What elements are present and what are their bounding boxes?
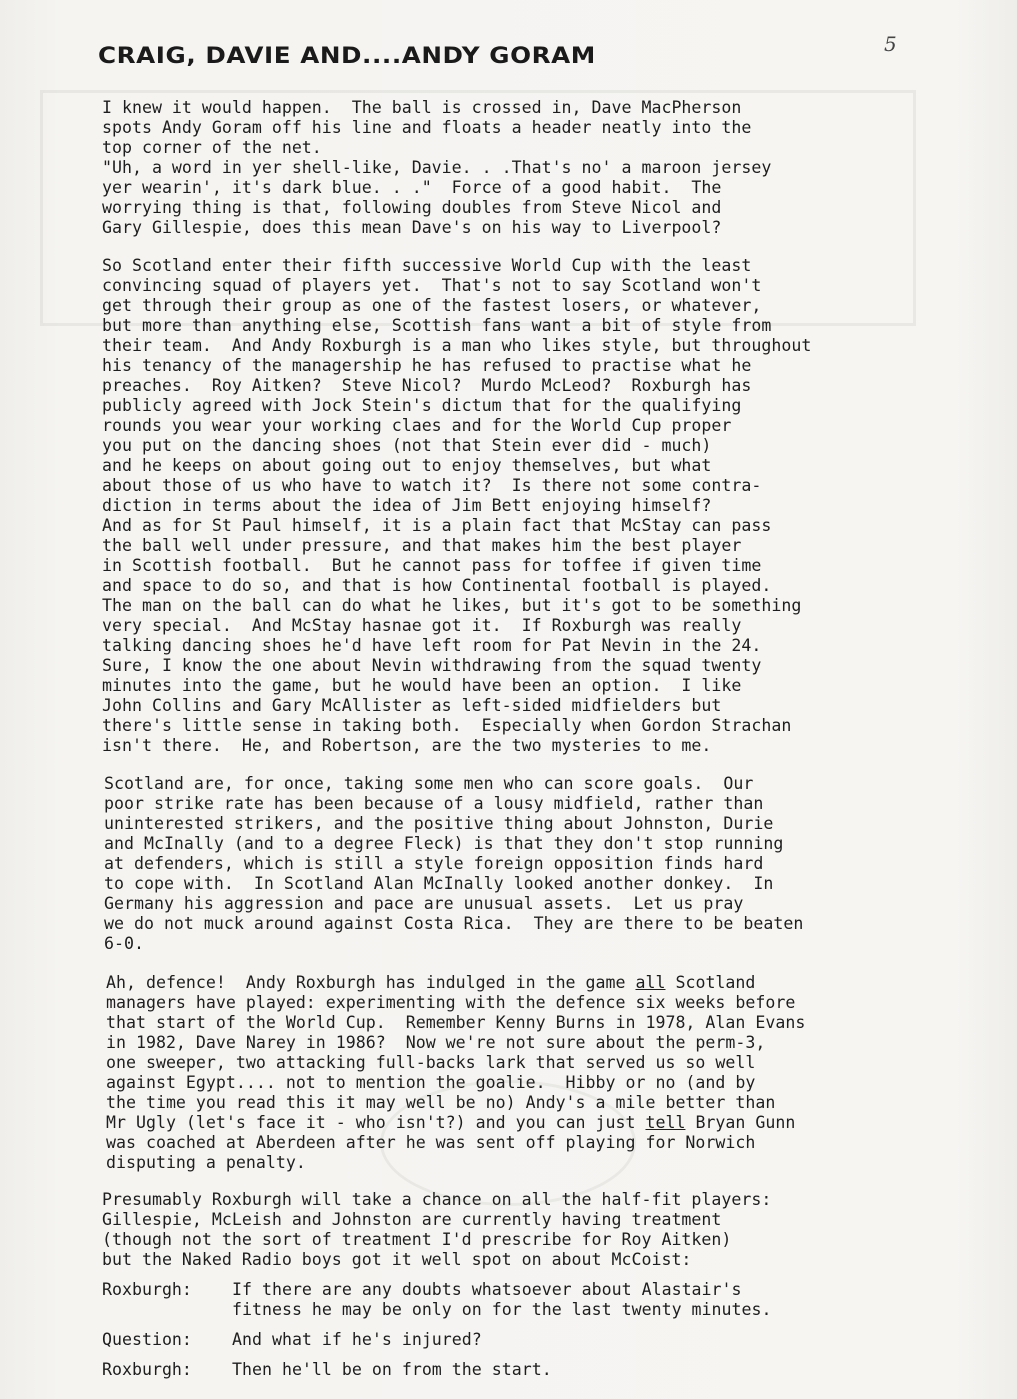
text-line: we do not muck around against Costa Rica. They are there to be beaten xyxy=(104,914,804,933)
text-line: minutes into the game, but he would have been an option. I like xyxy=(102,676,742,695)
text-line: preaches. Roy Aitken? Steve Nicol? Murdo McLeod? Roxburgh has xyxy=(102,376,752,395)
text-line: get through their group as one of the fastest losers, or whatever, xyxy=(102,296,762,315)
text-line: So Scotland enter their fifth successive World Cup with the least xyxy=(102,256,752,275)
text-line: convincing squad of players yet. That's not to say Scotland won't xyxy=(102,276,762,295)
dialogue-row xyxy=(102,1280,902,1300)
text-line: but the Naked Radio boys got it well spot on about McCoist: xyxy=(102,1250,692,1269)
dialogue xyxy=(102,1280,902,1390)
text-line: in Scottish football. But he cannot pass for toffee if given time xyxy=(102,556,762,575)
text-line: in 1982, Dave Narey in 1986? Now we're not sure about the perm-3, xyxy=(106,1033,766,1052)
paragraph-2 xyxy=(102,256,811,756)
text-line: Sure, I know the one about Nevin withdrawing from the squad twenty xyxy=(102,656,762,675)
text-line: publicly agreed with Jock Stein's dictum that for the qualifying xyxy=(102,396,742,415)
dialogue-line: Then he'll be on from the start. xyxy=(232,1360,552,1379)
paragraph-3 xyxy=(104,774,803,954)
text-line: The man on the ball can do what he likes, but it's got to be something xyxy=(102,596,802,615)
text-line: very special. And McStay hasnae got it. If Roxburgh was really xyxy=(102,616,742,635)
text-line: (though not the sort of treatment I'd prescribe for Roy Aitken) xyxy=(102,1230,732,1249)
text-line: but more than anything else, Scottish fans want a bit of style from xyxy=(102,316,772,335)
text-line: and space to do so, and that is how Continental football is played. xyxy=(102,576,772,595)
text-line: the ball well under pressure, and that makes him the best player xyxy=(102,536,742,555)
text-line: Presumably Roxburgh will take a chance on all the half-fit players: xyxy=(102,1190,772,1209)
text-line: about those of us who have to watch it? Is there not some contra- xyxy=(102,476,762,495)
text-line: top corner of the net. xyxy=(102,138,322,157)
text-line: Mr Ugly (let's face it - who isn't?) and you can just tell Bryan Gunn xyxy=(106,1113,796,1132)
text-line: spots Andy Goram off his line and floats a header neatly into the xyxy=(102,118,752,137)
text-line: that start of the World Cup. Remember Kenny Burns in 1978, Alan Evans xyxy=(106,1013,806,1032)
text-line: their team. And Andy Roxburgh is a man who likes style, but throughout xyxy=(102,336,812,355)
dialogue-line: And what if he's injured? xyxy=(232,1330,482,1349)
paragraph-5 xyxy=(102,1190,771,1270)
text-line: Ah, defence! Andy Roxburgh has indulged in the game all Scotland xyxy=(106,973,756,992)
text-line: talking dancing shoes he'd have left room for Pat Nevin in the 24. xyxy=(102,636,762,655)
text-line: Gary Gillespie, does this mean Dave's on his way to Liverpool? xyxy=(102,218,722,237)
text-line: rounds you wear your working claes and for the World Cup proper xyxy=(102,416,732,435)
dialogue-row xyxy=(102,1330,902,1350)
text-line: John Collins and Gary McAllister as left-sided midfielders but xyxy=(102,696,722,715)
text-line: at defenders, which is still a style foreign opposition finds hard xyxy=(104,854,764,873)
paragraph-1 xyxy=(102,98,771,238)
text-line: against Egypt.... not to mention the goalie. Hibby or no (and by xyxy=(106,1073,756,1092)
dialogue-row xyxy=(102,1300,902,1320)
text-line: the time you read this it may well be no) Andy's a mile better than xyxy=(106,1093,776,1112)
dialogue-gap xyxy=(102,1320,902,1330)
text-line: there's little sense in taking both. Especially when Gordon Strachan xyxy=(102,716,792,735)
underlined-word: all xyxy=(635,973,666,992)
text-line: Germany his aggression and pace are unusual assets. Let us pray xyxy=(104,894,744,913)
text-line: managers have played: experimenting with the defence six weeks before xyxy=(106,993,796,1012)
text-line: worrying thing is that, following doubles from Steve Nicol and xyxy=(102,198,722,217)
text-line: his tenancy of the managership he has refused to practise what he xyxy=(102,356,752,375)
paragraph-4 xyxy=(106,973,805,1173)
text-line: to cope with. In Scotland Alan McInally looked another donkey. In xyxy=(104,874,774,893)
text-line: isn't there. He, and Robertson, are the two mysteries to me. xyxy=(102,736,712,755)
page-number: 5 xyxy=(884,32,897,56)
text-line: was coached at Aberdeen after he was sent off playing for Norwich xyxy=(106,1133,756,1152)
dialogue-gap xyxy=(102,1380,902,1390)
dialogue-speaker: Roxburgh: xyxy=(102,1360,192,1379)
dialogue-speaker: Question: xyxy=(102,1330,192,1349)
text-line: Gillespie, McLeish and Johnston are currently having treatment xyxy=(102,1210,722,1229)
text-line: uninterested strikers, and the positive thing about Johnston, Durie xyxy=(104,814,774,833)
text-line: poor strike rate has been because of a lousy midfield, rather than xyxy=(104,794,764,813)
text-line: And as for St Paul himself, it is a plain fact that McStay can pass xyxy=(102,516,772,535)
text-line: I knew it would happen. The ball is crossed in, Dave MacPherson xyxy=(102,98,742,117)
text-line: "Uh, a word in yer shell-like, Davie. . .That's no' a maroon jersey xyxy=(102,158,772,177)
article-heading: CRAIG, DAVIE AND....ANDY GORAM xyxy=(98,44,596,69)
dialogue-line: fitness he may be only on for the last twenty minutes. xyxy=(232,1300,772,1319)
text-line: and he keeps on about going out to enjoy themselves, but what xyxy=(102,456,712,475)
dialogue-gap xyxy=(102,1350,902,1360)
dialogue-speaker: Roxburgh: xyxy=(102,1280,192,1299)
text-line: one sweeper, two attacking full-backs lark that served us so well xyxy=(106,1053,756,1072)
text-line: and McInally (and to a degree Fleck) is that they don't stop running xyxy=(104,834,784,853)
text-line: disputing a penalty. xyxy=(106,1153,306,1172)
dialogue-row xyxy=(102,1360,902,1380)
text-line: you put on the dancing shoes (not that Stein ever did - much) xyxy=(102,436,712,455)
text-line: 6-0. xyxy=(104,934,144,953)
text-line: yer wearin', it's dark blue. . ." Force of a good habit. The xyxy=(102,178,722,197)
dialogue-line: If there are any doubts whatsoever about Alastair's xyxy=(232,1280,742,1299)
text-line: diction in terms about the idea of Jim Bett enjoying himself? xyxy=(102,496,712,515)
text-line: Scotland are, for once, taking some men who can score goals. Our xyxy=(104,774,754,793)
underlined-word: tell xyxy=(645,1113,686,1132)
